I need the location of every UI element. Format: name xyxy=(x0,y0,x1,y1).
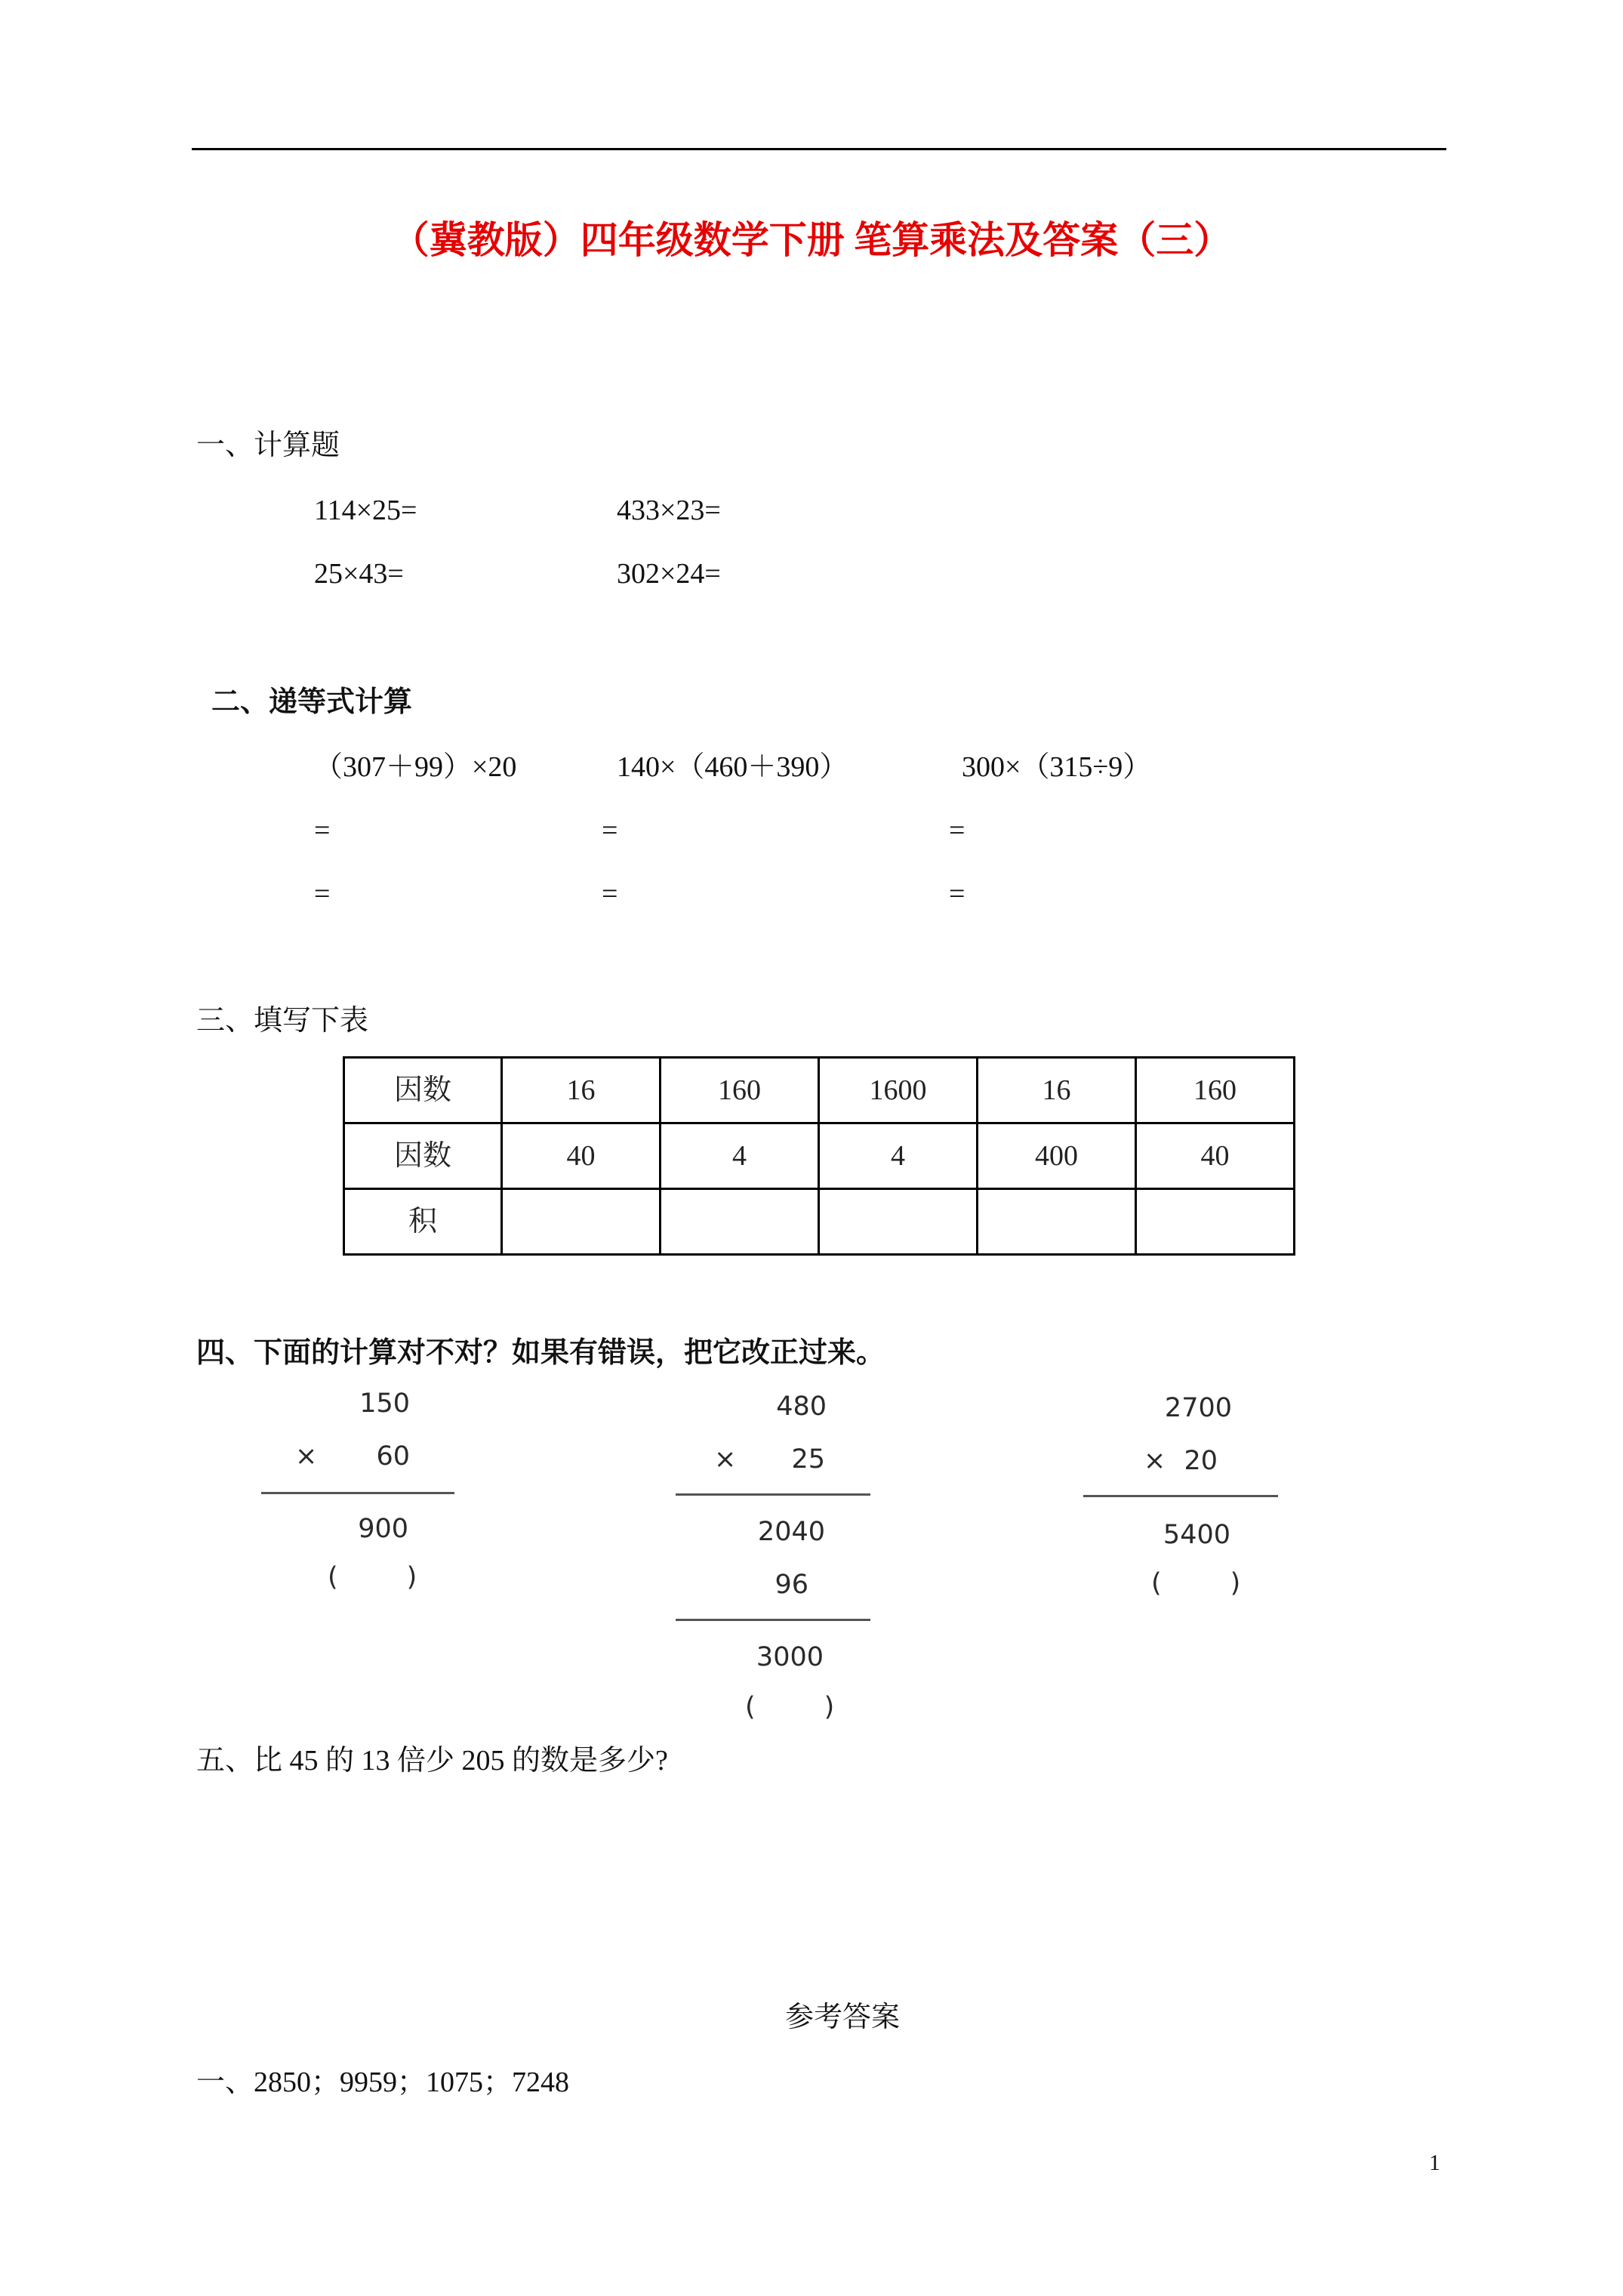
table-cell: 40 xyxy=(502,1123,661,1189)
table-row xyxy=(344,1058,1295,1123)
section-heading: 二、递等式计算 xyxy=(211,686,413,718)
row-label: 因数 xyxy=(344,1058,502,1123)
section-heading: 一、计算题 xyxy=(196,430,340,461)
word-problem: 五、比 45 的 13 倍少 205 的数是多少? xyxy=(196,1745,668,1777)
problem: 114×25= xyxy=(314,495,417,526)
multiply-sign: × xyxy=(1144,1446,1166,1476)
multiplier: 20 xyxy=(1184,1446,1218,1476)
partial-product: 96 xyxy=(775,1570,808,1600)
multiply-sign: × xyxy=(295,1441,318,1472)
multiplicand: 480 xyxy=(776,1391,827,1422)
equals-step: = xyxy=(949,815,965,846)
table-cell-blank xyxy=(819,1189,978,1255)
calc-rule xyxy=(261,1492,454,1494)
multiplier: 60 xyxy=(376,1441,410,1472)
table-cell: 4 xyxy=(819,1123,978,1189)
answer-line: 一、2850；9959；1075；7248 xyxy=(196,2066,570,2098)
equals-step: = xyxy=(314,878,331,910)
table-cell-blank xyxy=(1136,1189,1295,1255)
result: 5400 xyxy=(1163,1520,1230,1550)
table-row xyxy=(344,1189,1295,1255)
equals-step: = xyxy=(314,815,331,846)
row-label: 因数 xyxy=(344,1123,502,1189)
answers-heading: 参考答案 xyxy=(784,2002,900,2033)
equals-step: = xyxy=(949,878,965,910)
problem: 302×24= xyxy=(617,558,721,590)
table-cell: 1600 xyxy=(819,1058,978,1123)
page-number: 1 xyxy=(1429,2150,1440,2175)
table-cell: 400 xyxy=(978,1123,1136,1189)
page-title: （冀教版）四年级数学下册 笔算乘法及答案（三） xyxy=(391,219,1232,261)
judgement-blank: ( ) xyxy=(1151,1568,1246,1598)
multiplicand: 150 xyxy=(359,1388,410,1419)
calc-rule xyxy=(1083,1495,1278,1497)
equals-step: = xyxy=(602,878,618,910)
judgement-blank: ( ) xyxy=(328,1562,423,1592)
factor-product-table xyxy=(343,1056,1295,1256)
table-cell: 4 xyxy=(661,1123,819,1189)
result: 3000 xyxy=(756,1642,824,1672)
table-row xyxy=(344,1123,1295,1189)
table-cell: 16 xyxy=(502,1058,661,1123)
header-rule xyxy=(192,148,1446,150)
expression: 140×（460＋390） xyxy=(617,751,848,783)
equals-step: = xyxy=(602,815,618,846)
expression: （307＋99）×20 xyxy=(314,751,517,783)
problem: 25×43= xyxy=(314,558,404,590)
table-cell: 160 xyxy=(1136,1058,1295,1123)
calc-rule xyxy=(676,1619,870,1621)
table-cell: 16 xyxy=(978,1058,1136,1123)
calc-rule xyxy=(676,1493,870,1496)
expression: 300×（315÷9） xyxy=(962,751,1152,783)
problem: 433×23= xyxy=(617,495,721,526)
table-cell: 160 xyxy=(661,1058,819,1123)
result: 900 xyxy=(358,1514,408,1544)
row-label: 积 xyxy=(344,1189,502,1255)
multiplicand: 2700 xyxy=(1164,1393,1232,1423)
table-cell-blank xyxy=(661,1189,819,1255)
judgement-blank: ( ) xyxy=(745,1692,840,1722)
table-cell-blank xyxy=(502,1189,661,1255)
multiplier: 25 xyxy=(791,1444,825,1475)
section-heading: 四、下面的计算对不对？如果有错误，把它改正过来。 xyxy=(196,1337,885,1369)
table-cell-blank xyxy=(978,1189,1136,1255)
section-heading: 三、填写下表 xyxy=(196,1005,369,1037)
table-cell: 40 xyxy=(1136,1123,1295,1189)
multiply-sign: × xyxy=(714,1444,737,1475)
partial-product: 2040 xyxy=(757,1517,825,1547)
